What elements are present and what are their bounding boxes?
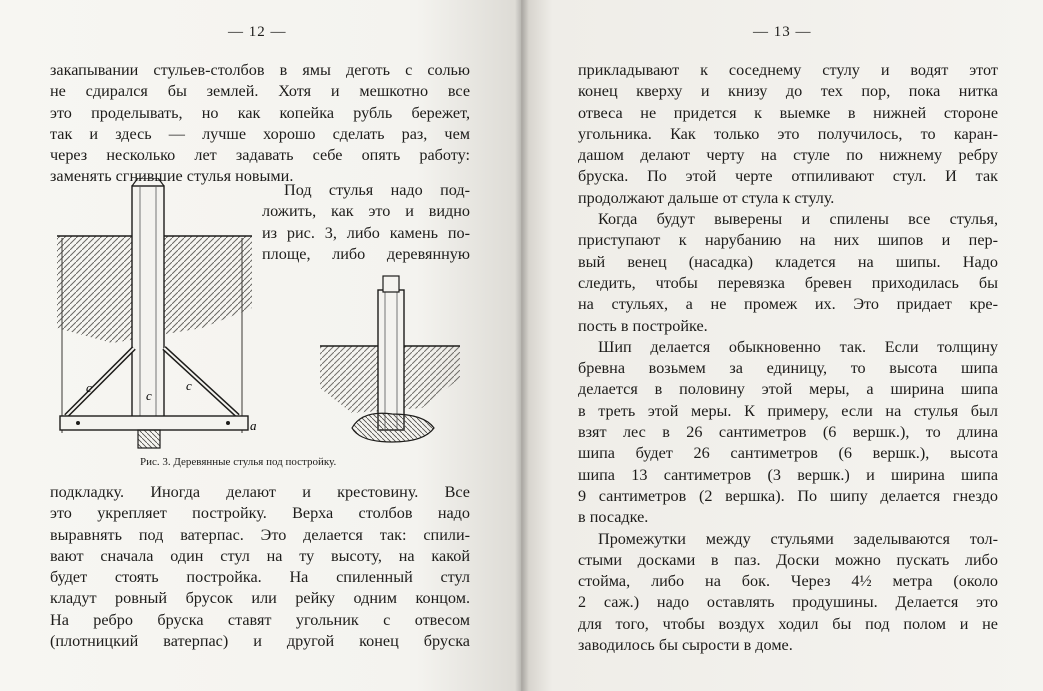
text-line: так и здесь — лучше хорошо сделать раз, чем xyxy=(50,124,470,143)
text-line: 9 сантиметров (2 вершка). По шипу делается гнездо xyxy=(578,486,998,505)
text-line: вый венец (насадка) кладется на шипы. Надо xyxy=(578,252,998,271)
text-line: выравнять под ватерпас. Это делается так: спили- xyxy=(50,525,470,544)
text-line: заменять сгнившие стулья новыми. xyxy=(50,167,294,186)
right-page xyxy=(521,0,1043,691)
text-line: угольника. Как только это получилось, то каран- xyxy=(578,124,998,143)
text-line: ложить, как это и видно xyxy=(262,202,470,221)
text-line: бруска. По этой черте отпиливают стул. И так xyxy=(578,167,998,186)
text-line: площе, либо деревянную xyxy=(262,244,470,263)
page-number-left: — 12 — xyxy=(228,24,287,40)
text-line: Когда будут выверены и спилены все стулья, xyxy=(598,210,998,229)
text-line: 2 саж.) надо оставлять продушины. Делается это xyxy=(578,593,998,612)
text-line: шипа будет 26 сантиметров (6 вершк.), высота xyxy=(578,444,998,463)
text-line: подкладку. Иногда делают и крестовину. Все xyxy=(50,483,470,501)
text-line: в посадке. xyxy=(578,508,649,527)
text-line: вают сначала один стул на ту высоту, на какой xyxy=(50,546,470,565)
text-line: стыми досками в паз. Доски можно пускать либо xyxy=(578,550,998,569)
figure-label-c: c xyxy=(186,378,192,393)
left-bottom-text xyxy=(50,482,470,652)
text-line: отвеса не придется к выемке в нижней стороне xyxy=(578,103,998,122)
text-line: следить, чтобы перевязка бревен приходилась бы xyxy=(578,273,998,292)
figure-label-c: c xyxy=(146,388,152,403)
text-line: это укрепляет постройку. Верха столбов надо xyxy=(50,504,470,523)
figure-caption: Рис. 3. Деревянные стулья под постройку. xyxy=(140,456,337,468)
text-line: шипа 13 сантиметров (3 вершк.) и ширина шипа xyxy=(578,465,998,484)
text-line: Промежутки между стульями заделываются тол- xyxy=(598,529,998,548)
book-gutter xyxy=(515,0,529,691)
text-line: Под стулья надо под- xyxy=(284,181,470,199)
text-line: прикладывают к соседнему стулу и водят этот xyxy=(578,61,998,79)
figure-label-a: a xyxy=(250,418,257,433)
text-line: взят лес в 26 сантиметров (6 вершк.), то длина xyxy=(578,423,998,442)
text-line: пость в постройке. xyxy=(578,316,708,335)
text-line: будет стоять постройка. На спиленный стул xyxy=(50,568,470,587)
text-line: (плотницкий ватерпас) и другой конец бруска xyxy=(50,632,470,651)
text-line: для того, чтобы воздух ходил бы под полом и не xyxy=(578,614,998,633)
text-line: бревна возьмем за единицу, то высота шипа xyxy=(578,359,998,378)
text-line: На ребро бруска ставят угольник с отвесом xyxy=(50,610,470,629)
text-line: кладут ровный брусок или рейку одним концом. xyxy=(50,589,470,608)
right-text xyxy=(578,60,998,656)
figure-label-c: c xyxy=(86,380,92,395)
text-line: через несколько лет задавать себе опять работу: xyxy=(50,146,470,165)
text-line: приступают к нарубанию на них шипов и пер- xyxy=(578,231,998,250)
page-number-right: — 13 — xyxy=(753,24,812,40)
text-line: не сдирался бы землей. Хотя и мешкотно все xyxy=(50,82,470,101)
text-line: стойма, либо на бок. Через 4½ метра (около xyxy=(578,572,998,591)
text-line: Шип делается обыкновенно так. Если толщину xyxy=(598,337,998,356)
text-line: конец кверху и книзу до тех пор, пока нитка xyxy=(578,82,998,101)
text-line: в треть этой меры. К примеру, если на стулья был xyxy=(578,401,998,420)
figure-wooden-posts xyxy=(52,178,472,453)
text-line: это проделывать, но как копейка рубль бережет, xyxy=(50,103,470,122)
text-line: заводилось бы сырости в доме. xyxy=(578,636,793,655)
left-top-text xyxy=(50,60,470,188)
text-line: на стульях, а не промеж их. Это придает кре- xyxy=(578,295,998,314)
text-line: из рис. 3, либо камень по- xyxy=(262,223,470,242)
figure-drawing xyxy=(52,178,472,453)
text-line: дашом делают черту на стуле по нижнему ребру xyxy=(578,146,998,165)
text-line: продолжают дальше от стула к стулу. xyxy=(578,188,835,207)
left-page xyxy=(0,0,521,691)
text-line: делается в половину этой меры, а ширина шипа xyxy=(578,380,998,399)
text-line: закапывании стульев-столбов в ямы деготь с солью xyxy=(50,61,470,79)
